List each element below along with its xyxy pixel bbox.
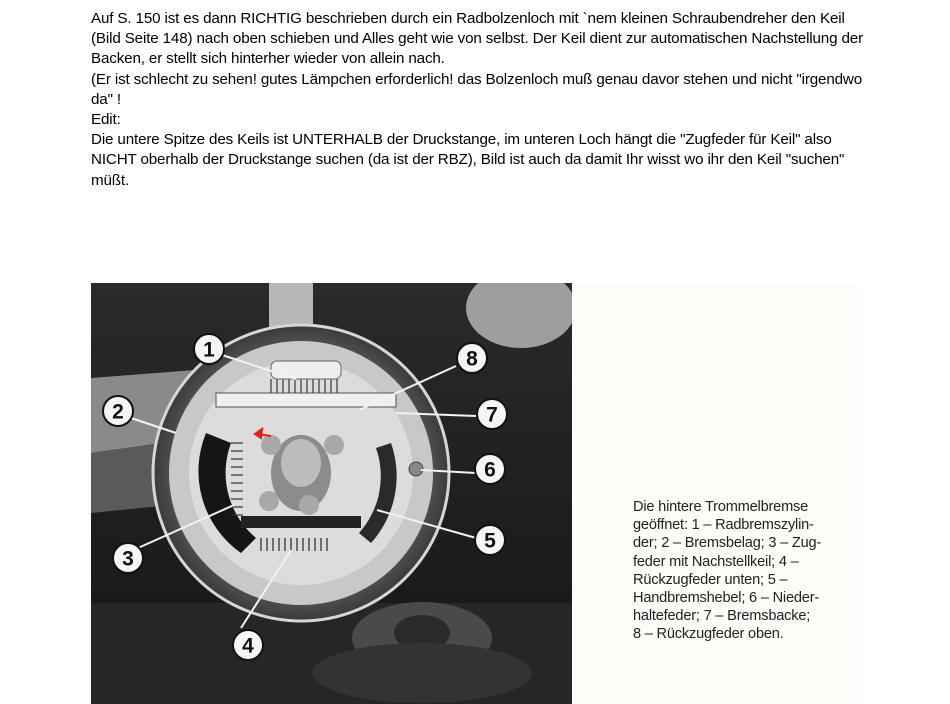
caption-line: der; 2 – Bremsbelag; 3 – Zug- [633, 535, 822, 552]
callout-3: 3 [122, 547, 134, 571]
caption-line: Rückzugfeder unten; 5 – [633, 571, 788, 588]
post-paragraph-3: Die untere Spitze des Keils ist UNTERHALB der Druckstange, im unteren Loch hängt die "Zugfeder für Keil" also NICHT oberhalb der Druckstange suchen (da ist der RBZ), Bild ist auch da damit Ihr wisst wo ihr den Keil "suchen" müßt. [91, 131, 845, 189]
post-paragraph-2: (Er ist schlecht zu sehen! gutes Lämpchen erforderlich! das Bolzenloch muß genau davor stehen und nicht "irgendwo da" ! [91, 70, 863, 108]
caption-line: Die hintere Trommelbremse [633, 499, 809, 515]
callout-8: 8 [466, 347, 478, 371]
callout-1: 1 [203, 338, 215, 362]
callout-5: 5 [484, 529, 496, 553]
caption-line: geöffnet: 1 – Radbremszylin- [633, 517, 814, 534]
scanned-manual-page [91, 283, 858, 704]
caption-line: haltefeder; 7 – Bremsbacke; [633, 608, 811, 625]
callout-6: 6 [484, 458, 496, 482]
forum-post-text [91, 9, 871, 191]
callout-2: 2 [112, 400, 124, 424]
callout-7: 7 [486, 403, 498, 427]
caption-line: 8 – Rückzugfeder oben. [633, 626, 784, 643]
post-paragraph-1: Auf S. 150 ist es dann RICHTIG beschrieben durch ein Radbolzenloch mit `nem kleinen Schraubendreher den Keil (Bild Seite 148) nach oben schieben und Alles geht wie von selbst. Der Keil dient zur automatischen Nachstellung der Backen, er stellt sich hinterher wieder von allein nach. [91, 10, 863, 68]
post-paragraph-edit-label: Edit: [91, 111, 121, 129]
caption-line: feder mit Nachstellkeil; 4 – [633, 553, 799, 570]
callout-4: 4 [242, 634, 254, 658]
figure-caption [633, 498, 863, 644]
caption-line: Handbremshebel; 6 – Nieder- [633, 590, 820, 607]
drum-brake-photo [91, 283, 572, 704]
